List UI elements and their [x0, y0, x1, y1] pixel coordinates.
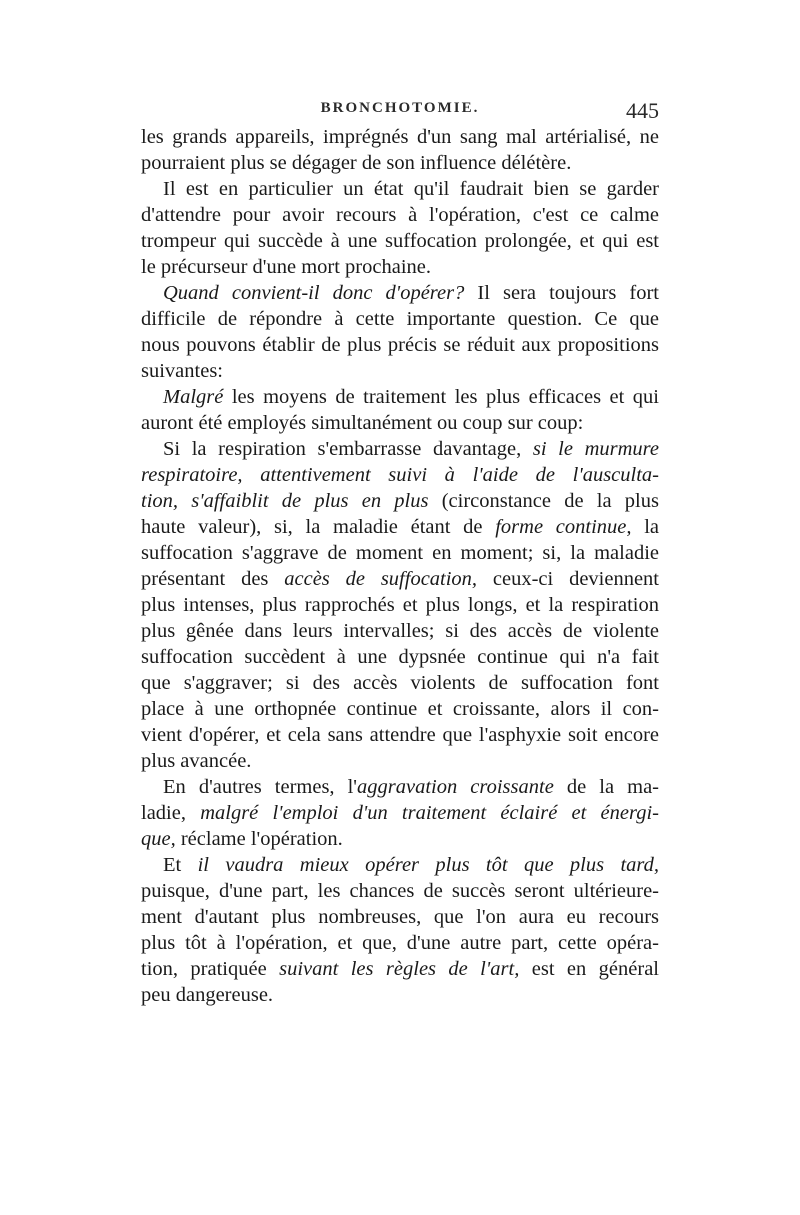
text-line: le précurseur d'une mort prochaine. [141, 256, 432, 278]
text-line: vient d'opérer, et cela sans attendre que l'asphyxie soit encore [141, 724, 659, 746]
text-line: tion, s'affaiblit de plus en plus (circonstance de la plus [141, 490, 659, 512]
text-line: que s'aggraver; si des accès violents de suffocation font [141, 672, 659, 694]
text-line: ment d'autant plus nombreuses, que l'on aura eu recours [141, 906, 659, 928]
text-line: d'attendre pour avoir recours à l'opération, c'est ce calme [141, 204, 659, 226]
text-line: que, réclame l'opération. [141, 828, 343, 850]
text-line: présentant des accès de suffocation, ceux-ci deviennent [141, 568, 660, 590]
text-line: haute valeur), si, la maladie étant de forme continue, la [141, 516, 660, 538]
text-line: suivantes: [141, 360, 223, 382]
text-line: suffocation succèdent à une dypsnée continue qui n'a fait [141, 646, 659, 668]
text-line: place à une orthopnée continue et croissante, alors il con- [141, 698, 659, 720]
text-line: Malgré les moyens de traitement les plus efficaces et qui [163, 386, 659, 408]
text-line: tion, pratiquée suivant les règles de l'art, est en général [141, 958, 659, 980]
text-line: Il est en particulier un état qu'il faudrait bien se garder [163, 178, 659, 200]
text-line: plus gênée dans leurs intervalles; si des accès de violente [141, 620, 659, 642]
running-head [141, 100, 659, 124]
text-line: Et il vaudra mieux opérer plus tôt que plus tard, [163, 854, 659, 876]
text-line: trompeur qui succède à une suffocation prolongée, et qui est [141, 230, 659, 252]
text-line: Si la respiration s'embarrasse davantage, si le murmure [163, 438, 659, 460]
text-line: ladie, malgré l'emploi d'un traitement éclairé et énergi- [141, 802, 659, 824]
text-line: En d'autres termes, l'aggravation croissante de la ma- [163, 776, 660, 798]
body-text [141, 124, 659, 1008]
text-line: Quand convient-il donc d'opérer? Il sera toujours fort [163, 282, 659, 304]
text-line: plus intenses, plus rapprochés et plus longs, et la respiration [141, 594, 659, 616]
text-line: auront été employés simultanément ou coup sur coup: [141, 412, 584, 434]
text-line: suffocation s'aggrave de moment en moment; si, la maladie [141, 542, 659, 564]
text-line: difficile de répondre à cette importante question. Ce que [141, 308, 659, 330]
text-line: nous pouvons établir de plus précis se réduit aux propositions [141, 334, 659, 356]
text-line: plus tôt à l'opération, et que, d'une autre part, cette opéra- [141, 932, 659, 954]
running-title: BRONCHOTOMIE. [320, 100, 480, 116]
text-line: les grands appareils, imprégnés d'un sang mal artérialisé, ne [141, 126, 659, 148]
text-line: respiratoire, attentivement suivi à l'aide de l'ausculta- [141, 464, 659, 486]
text-line: puisque, d'une part, les chances de succès seront ultérieure- [141, 880, 659, 902]
text-line: pourraient plus se dégager de son influence délétère. [141, 152, 572, 174]
text-line: peu dangereuse. [141, 984, 274, 1006]
text-line: plus avancée. [141, 750, 252, 772]
page-number: 445 [626, 98, 659, 123]
